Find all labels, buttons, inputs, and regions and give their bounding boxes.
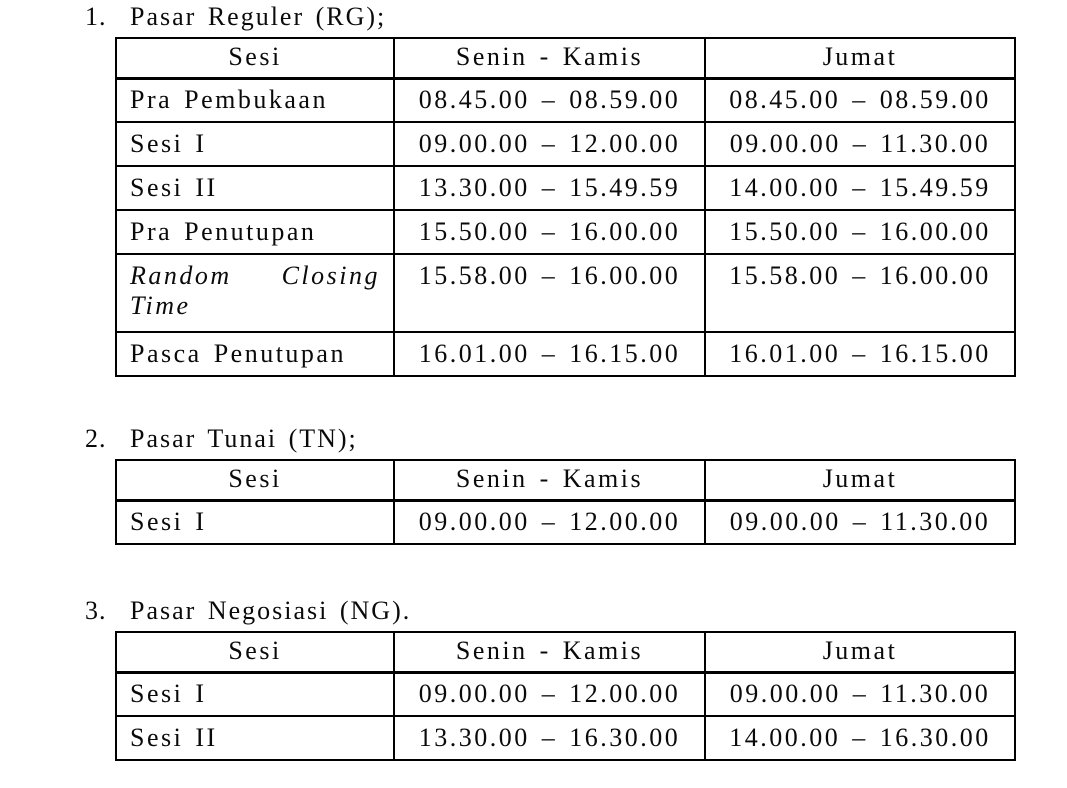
header-cell-senin-kamis: Senin - Kamis (394, 460, 705, 500)
header-cell-jumat: Jumat (705, 38, 1015, 78)
session-cell: Sesi I (116, 122, 394, 166)
section-heading (0, 424, 1067, 454)
pasar-negosiasi-schedule-table (115, 631, 1016, 761)
header-cell-jumat: Jumat (705, 632, 1015, 672)
pasar-tunai-schedule-table (115, 459, 1016, 545)
senin-kamis-cell: 15.50.00 – 16.00.00 (394, 210, 705, 254)
senin-kamis-cell: 13.30.00 – 15.49.59 (394, 166, 705, 210)
session-cell: Pasca Penutupan (116, 332, 394, 376)
jumat-cell: 09.00.00 – 11.30.00 (705, 500, 1015, 544)
table-row (116, 166, 1015, 210)
session-cell (116, 254, 394, 332)
jumat-cell: 08.45.00 – 08.59.00 (705, 78, 1015, 122)
table-header-row (116, 460, 1015, 500)
session-word: Random (130, 261, 232, 290)
jumat-cell: 09.00.00 – 11.30.00 (705, 672, 1015, 716)
table-row (116, 332, 1015, 376)
senin-kamis-cell: 09.00.00 – 12.00.00 (394, 500, 705, 544)
senin-kamis-cell: 16.01.00 – 16.15.00 (394, 332, 705, 376)
jumat-cell: 16.01.00 – 16.15.00 (705, 332, 1015, 376)
session-cell: Pra Penutupan (116, 210, 394, 254)
table-row (116, 78, 1015, 122)
jumat-cell: 15.50.00 – 16.00.00 (705, 210, 1015, 254)
header-cell-senin-kamis: Senin - Kamis (394, 38, 705, 78)
senin-kamis-cell: 15.58.00 – 16.00.00 (394, 254, 705, 332)
session-cell: Sesi I (116, 500, 394, 544)
header-cell-senin-kamis: Senin - Kamis (394, 632, 705, 672)
session-label-line1 (130, 261, 380, 291)
section-title: Pasar Reguler (RG); (130, 2, 387, 31)
session-label-line2: Time (130, 291, 191, 320)
header-cell-sesi: Sesi (116, 632, 394, 672)
header-cell-jumat: Jumat (705, 460, 1015, 500)
section-pasar-tunai (0, 424, 1067, 545)
session-word: Closing (281, 261, 380, 290)
session-cell: Pra Pembukaan (116, 78, 394, 122)
section-heading (0, 2, 1067, 32)
jumat-cell: 14.00.00 – 15.49.59 (705, 166, 1015, 210)
jumat-cell: 15.58.00 – 16.00.00 (705, 254, 1015, 332)
senin-kamis-cell: 09.00.00 – 12.00.00 (394, 122, 705, 166)
session-cell: Sesi II (116, 716, 394, 760)
table-row (116, 210, 1015, 254)
section-title: Pasar Tunai (TN); (130, 424, 358, 453)
header-cell-sesi: Sesi (116, 38, 394, 78)
section-heading (0, 596, 1067, 626)
table-row (116, 500, 1015, 544)
table-row (116, 122, 1015, 166)
senin-kamis-cell: 13.30.00 – 16.30.00 (394, 716, 705, 760)
session-cell: Sesi I (116, 672, 394, 716)
senin-kamis-cell: 08.45.00 – 08.59.00 (394, 78, 705, 122)
section-number: 2. (85, 424, 107, 453)
table-header-row (116, 38, 1015, 78)
table-row (116, 672, 1015, 716)
section-pasar-negosiasi (0, 596, 1067, 761)
senin-kamis-cell: 09.00.00 – 12.00.00 (394, 672, 705, 716)
table-row-random-closing-time (116, 254, 1015, 332)
jumat-cell: 14.00.00 – 16.30.00 (705, 716, 1015, 760)
table-header-row (116, 632, 1015, 672)
session-cell: Sesi II (116, 166, 394, 210)
section-pasar-reguler (0, 2, 1067, 377)
section-number: 3. (85, 596, 107, 625)
table-row (116, 716, 1015, 760)
header-cell-sesi: Sesi (116, 460, 394, 500)
pasar-reguler-schedule-table (115, 37, 1016, 377)
jumat-cell: 09.00.00 – 11.30.00 (705, 122, 1015, 166)
section-title: Pasar Negosiasi (NG). (130, 596, 412, 625)
section-number: 1. (85, 2, 107, 31)
